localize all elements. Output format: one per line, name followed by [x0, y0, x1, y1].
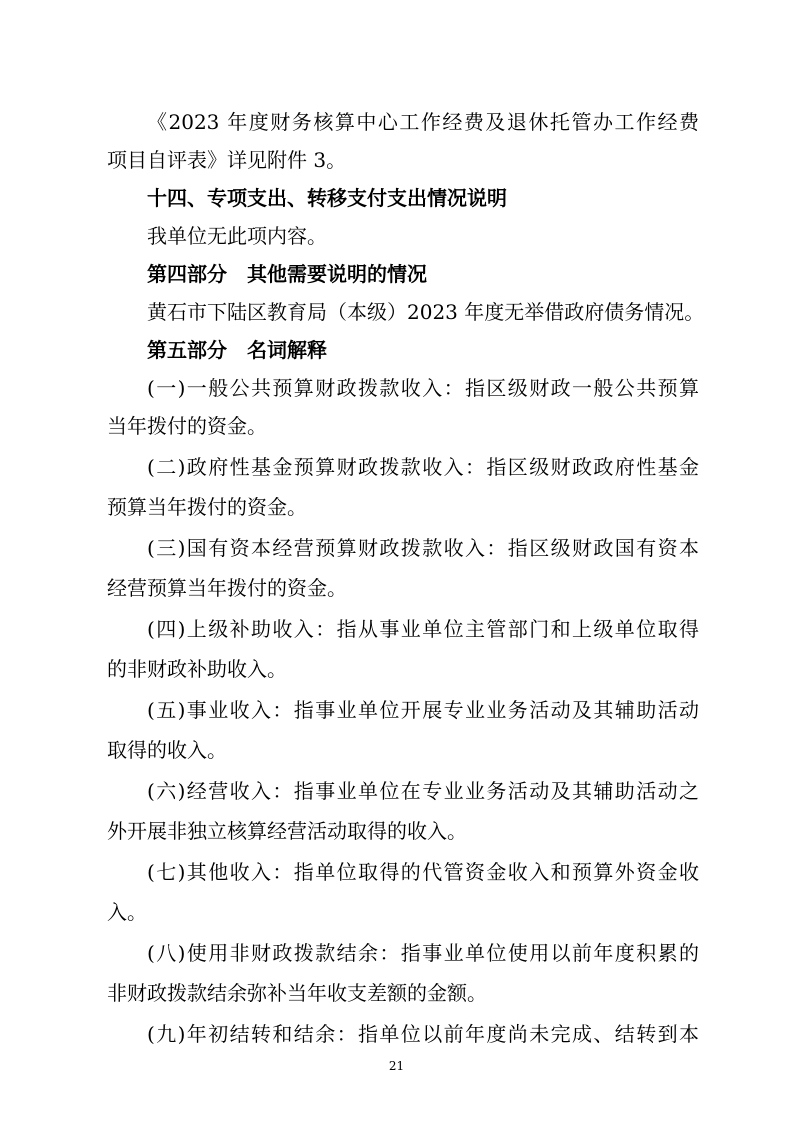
paragraph-line: 黄石市下陆区教育局（本级）2023 年度无举借政府债务情况。 — [147, 300, 705, 324]
paragraph-line: (五)事业收入：指事业单位开展专业业务活动及其辅助活动 — [147, 698, 699, 722]
paragraph-line: (六)经营收入：指事业单位在专业业务活动及其辅助活动之 — [147, 779, 699, 803]
paragraph-line: 我单位无此项内容。 — [147, 224, 327, 248]
paragraph-line: 《2023 年度财务核算中心工作经费及退休托管办工作经费 — [147, 110, 699, 134]
paragraph-line: (七)其他收入：指单位取得的代管资金收入和预算外资金收 — [147, 860, 699, 884]
paragraph-line: 项目自评表》详见附件 3。 — [107, 148, 347, 172]
paragraph-line: 当年拨付的资金。 — [107, 414, 267, 438]
paragraph-line: 非财政拨款结余弥补当年收支差额的金额。 — [107, 981, 487, 1005]
paragraph-line: (九)年初结转和结余：指单位以前年度尚未完成、结转到本 — [147, 1022, 699, 1046]
paragraph-line: (二)政府性基金预算财政拨款收入：指区级财政政府性基金 — [147, 455, 699, 479]
paragraph-line: 外开展非独立核算经营活动取得的收入。 — [107, 819, 467, 843]
section-heading: 十四、专项支出、转移支付支出情况说明 — [147, 186, 507, 210]
paragraph-line: 入。 — [107, 900, 147, 924]
part-heading: 第五部分 名词解释 — [147, 338, 327, 362]
part-heading: 第四部分 其他需要说明的情况 — [147, 262, 427, 286]
paragraph-line: 预算当年拨付的资金。 — [107, 495, 307, 519]
paragraph-line: (四)上级补助收入：指从事业单位主管部门和上级单位取得 — [147, 617, 699, 641]
page-number: 21 — [388, 1059, 405, 1073]
paragraph-line: 取得的收入。 — [107, 738, 227, 762]
paragraph-line: 的非财政补助收入。 — [107, 657, 287, 681]
paragraph-line: (三)国有资本经营预算财政拨款收入：指区级财政国有资本 — [147, 536, 699, 560]
paragraph-line: (一)一般公共预算财政拨款收入：指区级财政一般公共预算 — [147, 376, 699, 400]
paragraph-line: (八)使用非财政拨款结余：指事业单位使用以前年度积累的 — [147, 941, 699, 965]
paragraph-line: 经营预算当年拨付的资金。 — [107, 576, 347, 600]
